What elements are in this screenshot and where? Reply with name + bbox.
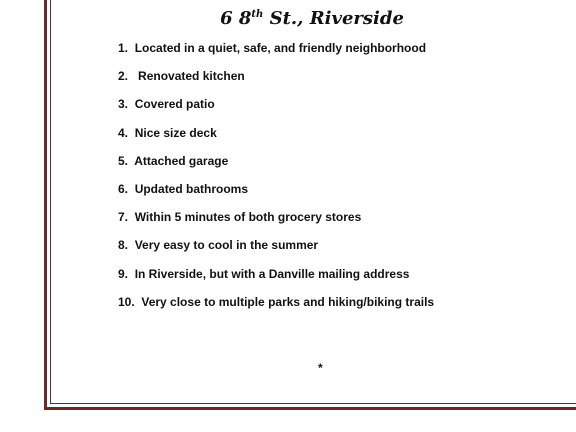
list-item xyxy=(118,181,434,209)
list-item-text: Very close to multiple parks and hiking/biking trails xyxy=(141,294,435,309)
list-item-text: Very easy to cool in the summer xyxy=(134,238,319,253)
list-item xyxy=(118,237,434,265)
list-item-number: 3. xyxy=(118,97,129,112)
document-title xyxy=(0,8,576,29)
title-prefix: 6 8 xyxy=(220,8,252,29)
list-item-text: Attached garage xyxy=(134,153,229,168)
list-item-text: In Riverside, but with a Danville mailing address xyxy=(134,266,410,281)
list-item xyxy=(118,294,434,322)
list-item-text: Covered patio xyxy=(134,97,215,112)
list-item xyxy=(118,96,434,124)
list-item xyxy=(118,40,434,68)
list-item-number: 9. xyxy=(118,266,129,281)
list-item-number: 5. xyxy=(118,153,129,168)
list-item-text: Nice size deck xyxy=(134,125,217,140)
list-item xyxy=(118,125,434,153)
list-item xyxy=(118,153,434,181)
list-item-text: Updated bathrooms xyxy=(134,181,249,196)
feature-list xyxy=(118,40,434,322)
list-item-number: 8. xyxy=(118,238,129,253)
list-item-number: 7. xyxy=(118,210,129,225)
list-item-text: Located in a quiet, safe, and friendly neighborhood xyxy=(134,41,427,55)
list-item-number: 10. xyxy=(118,294,135,309)
title-superscript: th xyxy=(251,9,264,20)
list-item xyxy=(118,68,434,96)
list-item-number: 2. xyxy=(118,69,129,84)
title-suffix: St., Riverside xyxy=(263,8,404,29)
list-item-text: Renovated kitchen xyxy=(134,69,245,84)
list-item xyxy=(118,266,434,294)
list-item-number: 1. xyxy=(118,41,129,55)
list-item-number: 4. xyxy=(118,125,129,140)
list-item-number: 6. xyxy=(118,181,129,196)
list-item-text: Within 5 minutes of both grocery stores xyxy=(134,210,362,225)
list-item xyxy=(118,209,434,237)
footer-asterisk: * xyxy=(318,361,323,375)
